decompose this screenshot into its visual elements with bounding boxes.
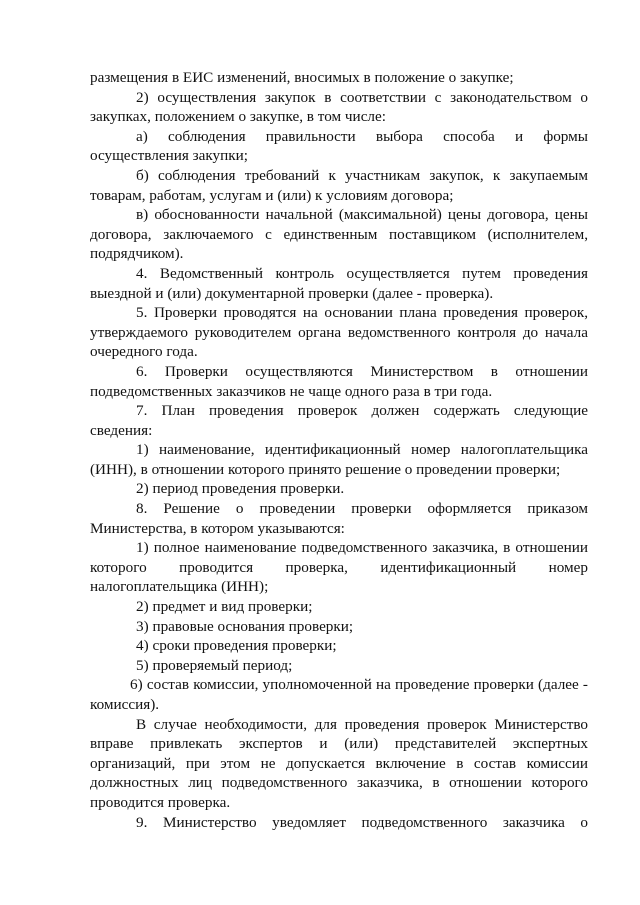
paragraph-experts: В случае необходимости, для проведения проверок Министерство вправе привлекать экспертов и (или) представителей экспертных организаций, при этом не допускается включение в состав комиссии должностных лиц подведомственного заказчика, в отношении которого проводится проверка. bbox=[90, 715, 588, 811]
paragraph-clause-9: 9. Министерство уведомляет подведомственного заказчика о bbox=[136, 813, 588, 831]
paragraph-item-2v: в) обоснованности начальной (максимальной) цены договора, цены договора, заключаемого с единственным поставщиком (исполнителем, подрядчиком). bbox=[90, 206, 588, 263]
paragraph-clause-8-item-6: 6) состав комиссии, уполномоченной на проведение проверки (далее - комиссия). bbox=[90, 676, 588, 713]
paragraph-clause-7: 7. План проведения проверок должен содержать следующие сведения: bbox=[90, 402, 588, 439]
paragraph-clause-6: 6. Проверки осуществляются Министерством в отношении подведомственных заказчиков не чаще одного раза в три года. bbox=[90, 362, 588, 400]
paragraph-item-2b: б) соблюдения требований к участникам закупок, к закупаемым товарам, работам, услугам и (или) к условиям договора; bbox=[90, 166, 588, 204]
document-page bbox=[90, 68, 588, 832]
paragraph-clause-8-item-4: 4) сроки проведения проверки; bbox=[136, 637, 337, 655]
paragraph-clause-8: 8. Решение о проведении проверки оформляется приказом Министерства, в котором указываются: bbox=[90, 500, 588, 537]
paragraph-clause-7-item-2: 2) период проведения проверки. bbox=[136, 480, 345, 498]
paragraph-clause-5: 5. Проверки проводятся на основании плана проведения проверок, утверждаемого руководителем органа ведомственного контроля до начала очередного года. bbox=[90, 304, 588, 361]
paragraph-clause-8-item-5: 5) проверяемый период; bbox=[136, 656, 293, 674]
paragraph-item-2: 2) осуществления закупок в соответствии с законодательством о закупках, положением о закупке, в том числе: bbox=[90, 88, 588, 126]
paragraph-clause-8-item-1: 1) полное наименование подведомственного заказчика, в отношении которого проводится проверка, идентификационный номер налогоплательщика (ИНН); bbox=[90, 539, 588, 596]
paragraph-clause-7-item-1: 1) наименование, идентификационный номер налогоплательщика (ИНН), в отношении которого принято решение о проведении проверки; bbox=[90, 441, 588, 478]
paragraph-clause-4: 4. Ведомственный контроль осуществляется путем проведения выездной и (или) документарной проверки (далее - проверка). bbox=[90, 264, 588, 302]
paragraph-item-2a: а) соблюдения правильности выбора способа и формы bbox=[136, 127, 588, 145]
paragraph-eis-changes: размещения в ЕИС изменений, вносимых в положение о закупке; bbox=[90, 69, 514, 86]
paragraph-clause-8-item-3: 3) правовые основания проверки; bbox=[136, 617, 354, 635]
paragraph-item-2a-cont: осуществления закупки; bbox=[90, 147, 248, 165]
paragraph-clause-8-item-2: 2) предмет и вид проверки; bbox=[136, 598, 313, 616]
